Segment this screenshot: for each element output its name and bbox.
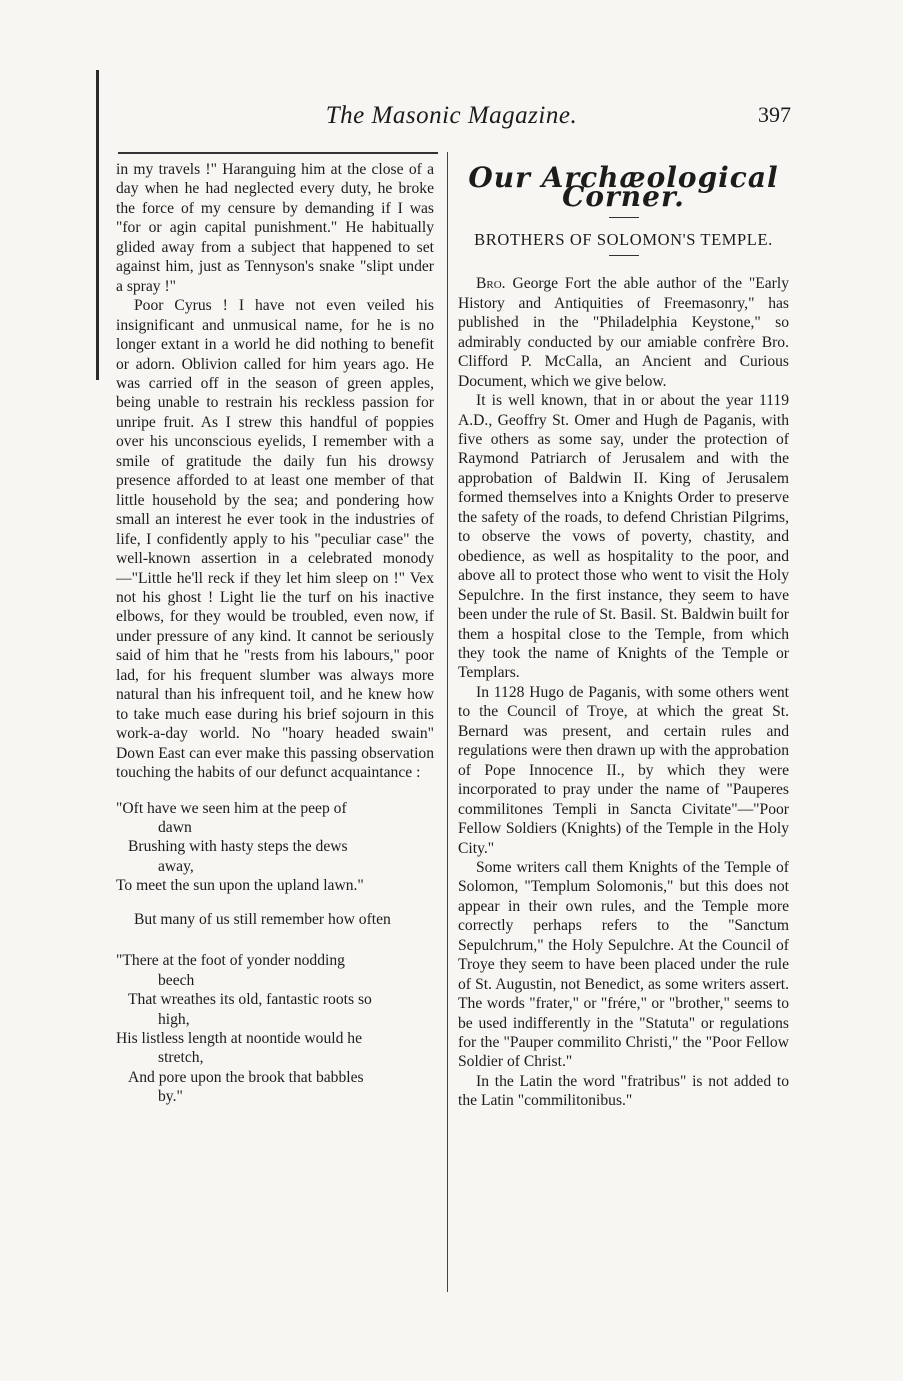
verse-line: Brushing with hasty steps the dews [128,838,348,856]
page-header [0,98,903,138]
short-rule [609,217,639,218]
verse-line-continuation: by." [158,1088,183,1106]
paragraph-body: George Fort the able author of the "Early History and Antiquities of Freemasonry," has published in the "Philadelphia Keystone," so admirably conducted by our amiable confrère Bro. Clifford P. McCalla, an Ancient and Curious Document, which we give below. [458,275,789,390]
article-title: BROTHERS OF SOLOMON'S TEMPLE. [474,229,773,249]
section-heading: Our Archæological Corner. [468,161,779,214]
verse-line: That wreathes its old, fantastic roots so [128,991,372,1009]
verse-line-continuation: dawn [158,818,192,836]
running-title: The Masonic Magazine. [325,102,578,129]
right-column [458,161,789,1111]
verse-line-continuation: away, [158,857,194,875]
paragraph: It is well known, that in or about the year 1119 A.D., Geoffry St. Omer and Hugh de Paganis, with five others as some say, under the protection of Raymond Patriarch of Jerusalem and with the approbation of Baldwin II. King of Jerusalem formed themselves into a Knights Order to preserve the safety of the roads, to defend Christian Pilgrims, to observe the vows of poverty, chastity, and obedience, as well as hospitality to the poor, and above all to protect those who went to visit the Holy Sepulchre. In the first instance, they seem to have been under the rule of St. Basil. St. Baldwin built for them a hospital close to the Temple, from which they took the name of Knights of the Temple or Templars. [458,392,789,682]
paragraph: in my travels !" Haranguing him at the close of a day when he had neglected every duty, he broke the force of my censure by demanding if I was "for or agin capital punishment." He habitually glided away from a subject that happened to set against him, just as Tennyson's snake "slipt under a spray !" [116,161,434,295]
verse-line: "There at the foot of yonder nodding [116,952,345,970]
paragraph: Some writers call them Knights of the Temple of Solomon, "Templum Solomonis," but this does not appear in their own rules, and the Temple more correctly perhaps refers to the "Sanctum Sepulchrum," the Holy Sepulchre. At the Council of Troye they seem to have been placed under the rule of St. Augustin, not Benedict, as some writers assert. The words "frater," or "frére," or "brother," seems to be used indifferently in the "Statuta" or regulations for the "Pauper commilito Christi," the "Poor Fellow Soldier of Christ." [458,858,789,1071]
paragraph-lead: Bro. [476,275,506,293]
left-column [116,160,434,1107]
short-rule [609,255,639,256]
verse-line-continuation: stretch, [158,1049,204,1067]
verse-line: "Oft have we seen him at the peep of [116,799,347,817]
verse-line-continuation: beech [158,971,195,989]
verse-line: And pore upon the brook that babbles [128,1068,364,1086]
paragraph: In 1128 Hugo de Paganis, with some others went to the Council of Troye, at which the great St. Bernard was present, and certain rules and regulations were then drawn up with the approbation of Pope Innocence II., by which they were incorporated to pray under the name of "Pauperes commilitones Templi in Sancta Civitate"—"Poor Fellow Soldiers (Knights) of the Temple in the Holy City." [458,683,789,857]
header-rule [118,152,438,154]
verse-line: To meet the sun upon the upland lawn." [116,877,364,895]
paragraph: In the Latin the word "fratribus" is not added to the Latin "commilitonibus." [458,1072,789,1110]
verse-block [116,951,434,1107]
paragraph: But many of us still remember how often [134,910,391,928]
verse-line: His listless length at noontide would he [116,1030,363,1048]
page-number: 397 [758,102,791,127]
paragraph: Poor Cyrus ! I have not even veiled his insignificant and unmusical name, for he is no longer extant in a world he did nothing to benefit or adorn. Oblivion called for him years ago. He was carried off in the season of green apples, being unable to restrain his reckless passion for unripe fruit. As I strew this handful of poppies over his unconscious eyelids, I remember with a smile of gratitude the daily fun his drowsy presence afforded to at least one member of that little household by the sea; and pondering how small an interest he ever took in the industries of life, I confidently apply to his "peculiar case" the well-known assertion in a celebrated monody—"Little he'll reck if they let him sleep on !" Vex not his ghost ! Light lie the turf on his inactive elbows, for they would be troubled, even now, if under pressure of any kind. It cannot be seriously said of him that he "rests from his labours," poor lad, for his frequent slumber was always more natural than his infrequent toil, and he knew how to take much ease during his brief sojourn in this work-a-day world. No "hoary headed swain" Down East can ever make this passing observation touching the habits of our defunct acquaintance : [116,297,434,782]
paragraph [458,274,789,391]
verse-block [116,799,434,896]
verse-line-continuation: high, [158,1010,190,1028]
column-divider [447,152,448,1292]
